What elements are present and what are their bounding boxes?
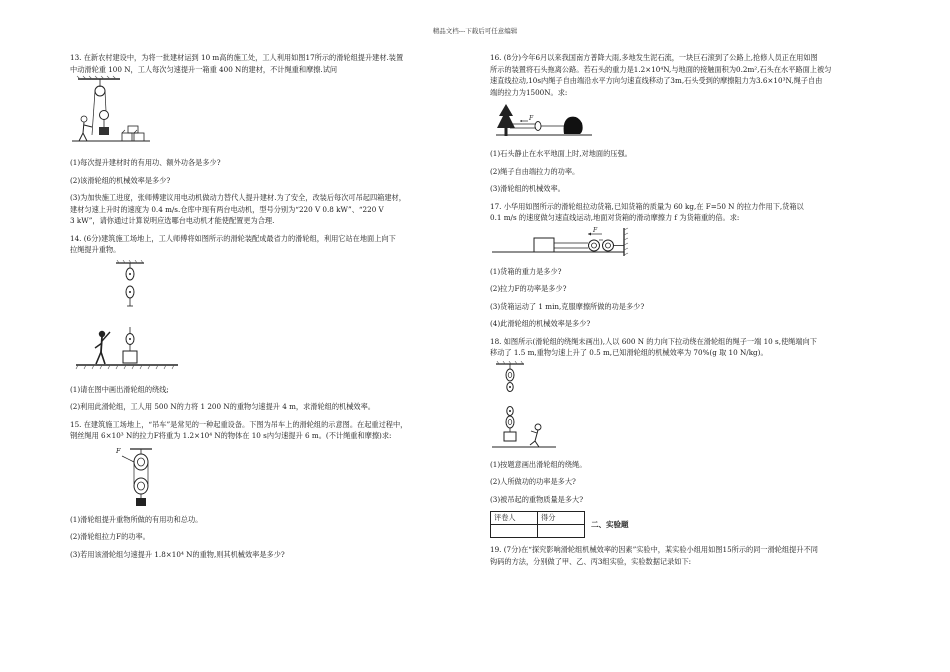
q16-stem-line2: 所示的装置将石头拖离公路。若石头的重力是1.2×10⁴N,与地面的接触面积为0.2m²,石头在水平路面上被匀 xyxy=(490,64,832,74)
score-table-header-score: 得分 xyxy=(538,512,585,525)
right-column xyxy=(490,52,890,567)
q14-figure-scene xyxy=(70,324,460,374)
q15-force-label: F xyxy=(116,446,121,455)
score-section xyxy=(490,511,890,538)
q13-sub2: (2)该滑轮组的机械效率是多少? xyxy=(70,175,171,185)
q17-force-label: F xyxy=(593,226,598,234)
q18-sub3: (3)被吊起的重物质量是多大? xyxy=(490,494,584,504)
q13-stem-line1: 13. 在新农村建设中，为将一批建材运到 10 m高的施工处，工人利用如图17所示的滑轮组提升建材.装置 xyxy=(70,53,404,62)
q13-stem-line2: 中动滑轮重 100 N，工人每次匀速提升一箱重 400 N的建材，不计绳重和摩擦.试问 xyxy=(70,64,338,74)
q16-stem-line1: 16. (8分)今年6月以来我国南方普降大雨,多地发生泥石流，一块巨石滚到了公路上,抢修人员正在用如图 xyxy=(490,53,818,62)
q18-stem-line1: 18. 如图所示(滑轮组的绕绳未画出),人以 600 N 的力向下拉动绕在滑轮组的绳子一端 10 s,使绳端向下 xyxy=(490,336,817,346)
q18-sub1: (1)按题意画出滑轮组的绕绳。 xyxy=(490,459,587,469)
q14-sub2: (2)利用此滑轮组，工人用 500 N的力将 1 200 N的重物匀速提升 4 m，求滑轮组的机械效率。 xyxy=(70,402,375,411)
score-table-header-grader: 评卷人 xyxy=(491,512,538,525)
q17-sub2: (2)拉力F的功率是多少? xyxy=(490,284,567,293)
q17-sub3: (3)货箱运动了 1 min,克服摩擦所做的功是多少? xyxy=(490,301,645,311)
q14-figure-pulley xyxy=(110,260,460,310)
q16-stem-line4: 端的拉力为1500N。求: xyxy=(490,87,568,97)
page-header: 精品文档---下载后可任意编辑 xyxy=(432,27,518,35)
score-table xyxy=(490,511,585,538)
q13-figure xyxy=(70,75,460,147)
q13-sub3-line2: 建材匀速上升时的速度为 0.4 m/s.仓库中现有两台电动机，型号分别为“220 V 0.8 kW”、“220 V xyxy=(70,204,384,214)
q17-sub4: (4)此滑轮组的机械效率是多少? xyxy=(490,319,591,328)
q16-sub3: (3)滑轮组的机械效率。 xyxy=(490,184,565,193)
left-column xyxy=(70,52,460,560)
q18-figure xyxy=(490,361,560,453)
q16-force-label: F xyxy=(529,115,534,122)
q19-stem-line1: 19. (7分)在“探究影响滑轮组机械效率的因素”实验中，某实验小组用如图15所示的同一滑轮组提升不同 xyxy=(490,545,818,554)
q18-sub2: (2)人所做功的功率是多大? xyxy=(490,477,576,486)
q15-stem-line1: 15. 在建筑施工场地上，“吊车”是常见的一种起重设备。下图为吊车上的滑轮组的示意图。在起重过程中， xyxy=(70,419,408,429)
q19-stem-line2: 钩码的方法，分别做了甲、乙、丙3组实验，实验数据记录如下: xyxy=(490,556,692,566)
section-title-experiment: 二、实验题 xyxy=(591,519,629,529)
q15-sub2: (2)滑轮组拉力F的功率。 xyxy=(70,532,150,541)
q15-sub1: (1)滑轮组提升重物所做的有用功和总功。 xyxy=(70,514,203,524)
q15-stem-line2: 钢丝绳用 6×10³ N的拉力F将重为 1.2×10⁴ N的物体在 10 s内匀速提升 6 m。(不计绳重和摩擦)求: xyxy=(70,431,392,440)
q17-stem-line1: 17. 小华用如图所示的滑轮组拉动货箱,已知货箱的质量为 60 kg,在 F=50 N 的拉力作用下,货箱以 xyxy=(490,201,804,211)
score-table-cell-grader[interactable] xyxy=(491,525,538,538)
q17-figure xyxy=(490,226,640,260)
q15-figure xyxy=(114,446,164,508)
q13-sub3-line3: 3 kW”，请你通过计算说明应选哪台电动机才能使配置更为合理. xyxy=(70,216,275,225)
score-table-cell-score[interactable] xyxy=(538,525,585,538)
q14-stem-line2: 拉绳提升重物。 xyxy=(70,245,121,254)
q14-stem-line1: 14. (6分)建筑施工场地上，工人师傅将如图所示的滑轮装配成最省力的滑轮组，利用它站在地面上向下 xyxy=(70,233,396,243)
q16-stem-line3: 速直线拉动,10s内绳子自由端沿水平方向匀速直线移动了3m,石头受到的摩擦阻力为3.6×10³N,绳子自由 xyxy=(490,76,823,85)
q17-sub1: (1)货箱的重力是多少? xyxy=(490,266,562,276)
q13-sub1: (1)每次提升建材时的有用功、额外功各是多少? xyxy=(70,158,221,167)
q16-sub2: (2)绳子自由端拉力的功率。 xyxy=(490,166,580,176)
q18-stem-line2: 移动了 1.5 m,重物匀速上升了 0.5 m,已知滑轮组的机械效率为 70%(g 取 10 N/kg)。 xyxy=(490,348,768,357)
q16-figure xyxy=(496,100,596,142)
q13-sub3-line1: (3)为加快施工进度，张师傅建议用电动机做动力替代人提升建材.为了安全，改装后每次可吊起四箱建材， xyxy=(70,193,406,202)
q14-sub1: (1)请在图中画出滑轮组的绕线; xyxy=(70,384,169,394)
q15-sub3: (3)若用该滑轮组匀速提升 1.8×10⁴ N的重物,则其机械效率是多少? xyxy=(70,549,285,559)
q17-stem-line2: 0.1 m/s 的速度做匀速直线运动,地面对货箱的滑动摩擦力 f 为货箱重的倍。求: xyxy=(490,213,740,222)
q16-sub1: (1)石头静止在水平地面上时,对地面的压强。 xyxy=(490,149,632,158)
